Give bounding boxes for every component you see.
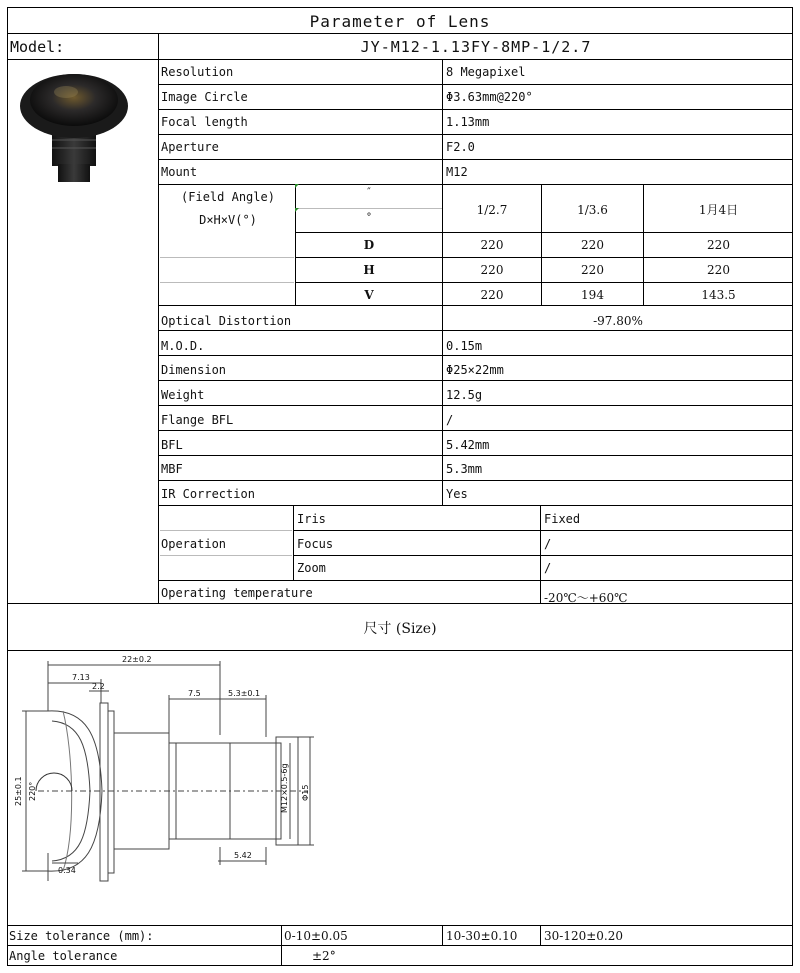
fov-h-1: 220 (480, 263, 504, 277)
spec-value-dimension: Φ25×22mm (446, 363, 504, 377)
model-label: Model: (10, 38, 65, 56)
fov-d-2: 220 (581, 238, 604, 252)
operation-focus-label: Focus (297, 537, 334, 551)
spec-value-focal-length: 1.13mm (446, 115, 490, 129)
size-tolerance-3: 30-120±0.20 (544, 929, 624, 943)
spec-label-focal-length: Focal length (161, 115, 248, 129)
spec-value-weight: 12.5g (446, 388, 483, 402)
angle-tolerance-value: ±2° (312, 949, 336, 963)
model-value: JY-M12-1.13FY-8MP-1/2.7 (360, 38, 592, 56)
spec-value-optical-distortion: -97.80% (593, 314, 643, 328)
spec-label-ir-correction: IR Correction (161, 487, 255, 501)
axis-label-v: V (364, 288, 374, 302)
fov-h-2: 220 (581, 263, 604, 277)
field-angle-unit: D×H×V(°) (199, 213, 257, 227)
fov-v-1: 220 (480, 288, 504, 302)
dim-7-13: 7.13 (72, 673, 90, 682)
spec-label-image-circle: Image Circle (161, 90, 248, 104)
operation-iris-value: Fixed (544, 512, 581, 526)
dim-phi-15: Φ15 (301, 784, 310, 801)
size-tolerance-2: 10-30±0.10 (446, 929, 518, 943)
spec-value-mod: 0.15m (446, 339, 483, 353)
spec-label-mbf: MBF (161, 462, 183, 476)
spec-label-resolution: Resolution (161, 65, 234, 79)
spec-value-bfl: 5.42mm (446, 438, 490, 452)
temperature-value: -20℃～+60℃ (544, 591, 628, 605)
size-tolerance-1: 0-10±0.05 (284, 929, 348, 943)
operation-iris-label: Iris (297, 512, 326, 526)
operation-label: Operation (161, 537, 227, 551)
sheet-title: Parameter of Lens (309, 12, 491, 31)
spec-label-flange-bfl: Flange BFL (161, 413, 234, 427)
dim-5-3: 5.3±0.1 (228, 689, 261, 698)
operation-focus-value: / (544, 537, 552, 551)
spec-label-mod: M.O.D. (161, 339, 205, 353)
spec-label-optical-distortion: Optical Distortion (161, 314, 292, 328)
sensor-size-2: 1/3.6 (577, 203, 608, 217)
spec-label-dimension: Dimension (161, 363, 227, 377)
field-angle-label: (Field Angle) (181, 190, 275, 204)
spec-value-mount: M12 (446, 165, 468, 179)
angle-tolerance-label: Angle tolerance (9, 949, 118, 963)
axis-label-h: H (363, 263, 375, 277)
fov-d-1: 220 (480, 238, 504, 252)
dim-2-2: 2.2 (92, 682, 105, 691)
dim-0-34: 0.34 (58, 866, 76, 875)
fov-h-3: 220 (707, 263, 730, 277)
axis-label-d: D (363, 238, 375, 252)
dim-7-5: 7.5 (188, 689, 201, 698)
dim-220-deg: 220° (28, 781, 37, 801)
field-angle-mark-2: ° (366, 212, 372, 223)
fov-v-3: 143.5 (701, 288, 736, 302)
spec-value-image-circle: Φ3.63mm@220° (446, 90, 533, 104)
spec-label-bfl: BFL (161, 438, 183, 452)
size-section-title: 尺寸 (Size) (363, 621, 437, 637)
spec-label-aperture: Aperture (161, 140, 219, 154)
size-tolerance-label: Size tolerance (mm): (9, 929, 154, 943)
sensor-size-1: 1/2.7 (476, 203, 508, 217)
field-angle-mark-1: ″ (367, 187, 371, 198)
fov-v-2: 194 (581, 288, 604, 302)
spec-value-ir-correction: Yes (446, 487, 468, 501)
operation-zoom-label: Zoom (297, 561, 326, 575)
spec-value-aperture: F2.0 (446, 140, 475, 154)
dim-5-42: 5.42 (234, 851, 252, 860)
spec-value-mbf: 5.3mm (446, 462, 483, 476)
spec-label-weight: Weight (161, 388, 205, 402)
temperature-label: Operating temperature (161, 586, 313, 600)
lens-photo (18, 70, 130, 190)
operation-zoom-value: / (544, 561, 552, 575)
spec-label-mount: Mount (161, 165, 198, 179)
sensor-size-3: 1月4日 (698, 203, 739, 217)
fov-d-3: 220 (707, 238, 730, 252)
dim-total-length: 22±0.2 (122, 655, 152, 664)
dim-m12-thread: M12×0.5-6g (280, 763, 289, 813)
spec-value-resolution: 8 Megapixel (446, 65, 526, 79)
lens-dimension-drawing (8, 651, 338, 921)
dim-diameter-25: 25±0.1 (14, 776, 23, 806)
spec-value-flange-bfl: / (446, 413, 454, 427)
